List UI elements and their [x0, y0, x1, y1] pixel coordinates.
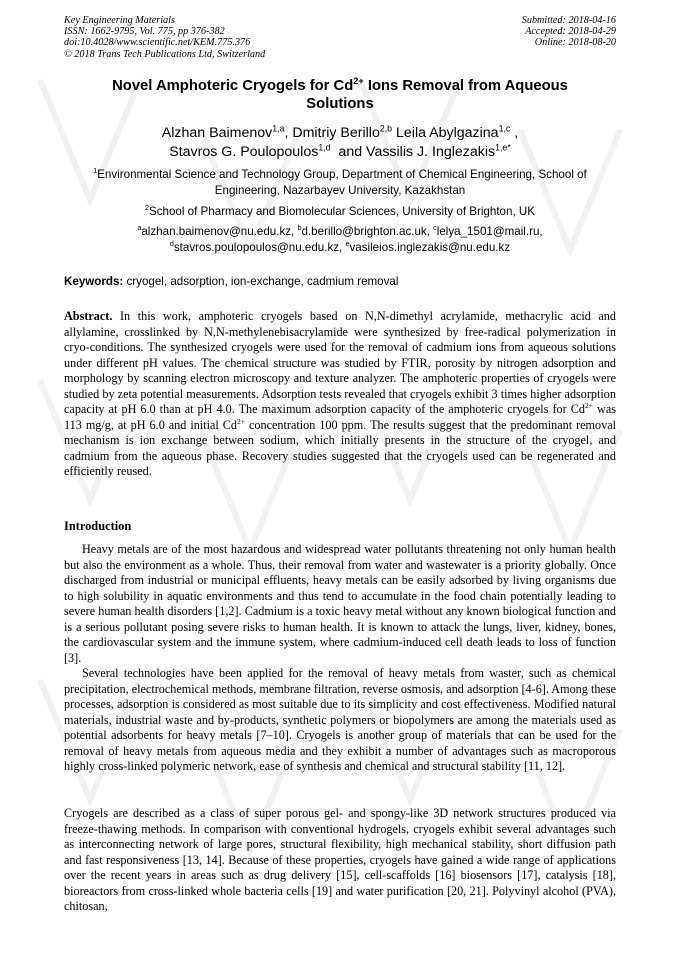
author-line-1: Alzhan Baimenov$^{1,a}$, Dmitriy Berillo$^{2,b}$ Leila Abylgazina$^{1,c}$ , [161, 123, 519, 141]
author-line-2: Stavros G. Poulopoulos$^{1,d}$ and Vassilis J. Inglezakis$^{1,e*}$ [169, 142, 511, 160]
issn-line: ISSN: 1662-9795, Vol. 775, pp 376-382 [64, 26, 225, 38]
publication-dates [522, 15, 616, 49]
intro-paragraph-3: Cryogels are described as a class of super porous gel- and spongy-like 3D network structures produced via freeze-thawing methods. In comparison with conventional hydrogels, cryogels exhibit several advantages such as interconnecting network of large pores, structural flexibility, high mechanical stability, short diffusion path and fast responsiveness [13, 14]. Because of these properties, cryogels have gained a wide range of applications over the recent years in areas such as drug delivery [15], cell-scaffolds [16] biosensors [17], catalysis [18], bioreactors from cross-linked whole bacteria cells [19] and water purification [20, 21]. Polyvinyl alcohol (PVA), chitosan, [64, 806, 616, 913]
publication-info [64, 15, 265, 60]
keywords: Keywords: cryogel, adsorption, ion-exchange, cadmium removal [64, 275, 399, 288]
author-list [64, 124, 616, 162]
accepted-date: Accepted: 2018-04-29 [525, 26, 616, 38]
paper-title: Novel Amphoteric Cryogels for $Cd^{2+}$ Ions Removal from Aqueous Solutions [64, 78, 616, 113]
paper-title-line2: Solutions [306, 95, 374, 112]
journal-name: Key Engineering Materials [64, 15, 175, 26]
author-emails: $^a$alzhan.baimenov@nu.edu.kz, $^b$d.berillo@brighton.ac.uk, $^c$lelya_1501@mail.ru, $^d$stavros.poulopoulos@nu.edu.kz, $^e$vasileios.inglezakis@nu.edu.kz [137, 223, 543, 254]
copyright-line: © 2018 Trans Tech Publications Ltd, Switzerland [64, 48, 266, 60]
intro-paragraph-1: Heavy metals are of the most hazardous and widespread water pollutants threatening not only human health but also the environment as a whole. Thus, their removal from water and wastewater is a priority globally. Once discharged from industrial or municipal effluents, heavy metals can be easily adsorbed by living organisms due to high solubility in aquatic environments and thus tend to accumulate in the food chain potentially leading to severe human health disorders [1,2]. Cadmium is a toxic heavy metal without any known biological function and is a serious pollutant posing severe risks to human health. It is known to attack the lungs, liver, kidney, bones, the cardiovascular system and the immune system, where cadmium-induced cell death leads to loss of function [3]. [64, 542, 616, 665]
introduction-heading: Introduction [64, 519, 132, 533]
submitted-date: Submitted: 2018-04-16 [521, 15, 616, 26]
intro-paragraph-2: Several technologies have been applied for the removal of heavy metals from waster, such as chemical precipitation, electrochemical methods, membrane filtration, reverse osmosis, and adsorption [4-6]. Among these processes, adsorption is considered as most suitable due to its simplicity and cost effectiveness. Modified natural materials, industrial waste and by-products, synthetic polymers or biopolymers are among the materials used as potential adsorbents for heavy metals [7–10]. Cryogels is another group of materials that can be used for the removal of heavy metals from aqueous media and they exhibit a number of advantages such as macroporous highly cross-linked polymeric network, ease of synthesis and chemical and structural stability [11, 12]. [64, 666, 616, 773]
affiliation-2: $^2$School of Pharmacy and Biomolecular Sciences, University of Brighton, UK [145, 203, 535, 218]
affiliation-1: $^1$Environmental Science and Technology Group, Department of Chemical Engineering, School of Engineering, Nazarbayev University, Kazakhstan [93, 166, 587, 197]
abstract: Abstract. In this work, amphoteric cryogels based on N,N-dimethyl acrylamide, methacrylic acid and allylamine, crosslinked by N,N-methylenebisacrylamide were synthesized by free-radical polymerization in cryo-conditions. The synthesized cryogels were used for the removal of cadmium ions from aqueous solutions under different pH values. The chemical structure was studied by FTIR, porosity by nitrogen adsorption and morphology by scanning electron microscopy and texture analyzer. The amphoteric properties of cryogels were studied by zeta potential measurements. Adsorption tests revealed that cryogels exhibit 3 times higher adsorption capacity at pH 6.0 than at pH 4.0. The maximum adsorption capacity of the amphoteric cryogels for $Cd^{2+}$ was 113 mg/g, at pH 6.0 and initial $Cd^{2+}$ concentration 100 ppm. The results suggest that the predominant removal mechanism is ion exchange between sodium, which initially presents in the structure of the cryogel, and cadmium from the aqueous phase. Recovery studies suggested that the cryogels used can be regenerated and efficiently reused. [64, 309, 616, 478]
online-date: Online: 2018-08-20 [534, 37, 616, 49]
doi-line: doi:10.4028/www.scientific.net/KEM.775.376 [64, 37, 251, 49]
